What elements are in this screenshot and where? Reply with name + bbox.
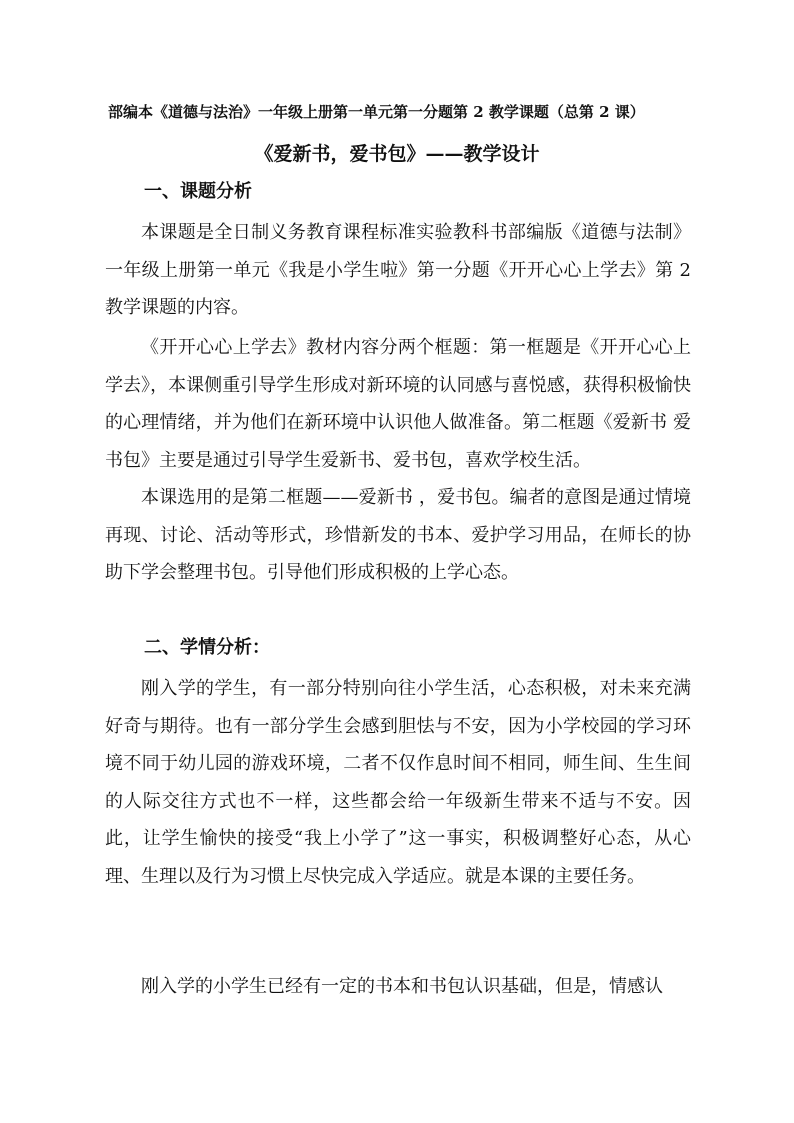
paragraph: 刚入学的小学生已经有一定的书本和书包认识基础，但是，情感认: [141, 976, 663, 997]
paragraph: 《开开心心上学去》教材内容分两个框题：第一框题是《开开心心上学去》，本课侧重引导学生形成对新环境的认同感与喜悦感，获得积极愉快的心理情绪，并为他们在新环境中认识他人做准备。第二框题《爱新书 爱书包》主要是通过引导学生爱新书、爱书包，喜欢学校生活。: [105, 337, 691, 471]
document-title: 《爱新书，爱书包》——教学设计: [254, 143, 540, 165]
document-header: 部编本《道德与法治》一年级上册第一单元第一分题第 2 教学课题（总第 2 课）: [108, 103, 645, 121]
section-heading-student-analysis: 二、学情分析：: [144, 637, 270, 658]
paragraph: 刚入学的学生，有一部分特别向往小学生活，心态积极，对未来充满好奇与期待。也有一部分学生会感到胆怯与不安，因为小学校园的学习环境不同于幼儿园的游戏环境，二者不仅作息时间不相同，师生间、生生间的人际交往方式也不一样，这些都会给一年级新生带来不适与不安。因此，让学生愉快的接受“我上小学了”这一事实，积极调整好心态，从心理、生理以及行为习惯上尽快完成入学适应。就是本课的主要任务。: [105, 678, 691, 887]
section-heading-analysis: 一、课题分析: [144, 181, 252, 202]
paragraph: 本课选用的是第二框题——爱新书 ，爱书包。编者的意图是通过情境再现、讨论、活动等形式，珍惜新发的书本、爱护学习用品，在师长的协助下学会整理书包。引导他们形成积极的上学心态。: [105, 487, 691, 583]
paragraph: 本课题是全日制义务教育课程标准实验教科书部编版《道德与法制》一年级上册第一单元《我是小学生啦》第一分题《开开心心上学去》第 2 教学课题的内容。: [105, 222, 691, 318]
